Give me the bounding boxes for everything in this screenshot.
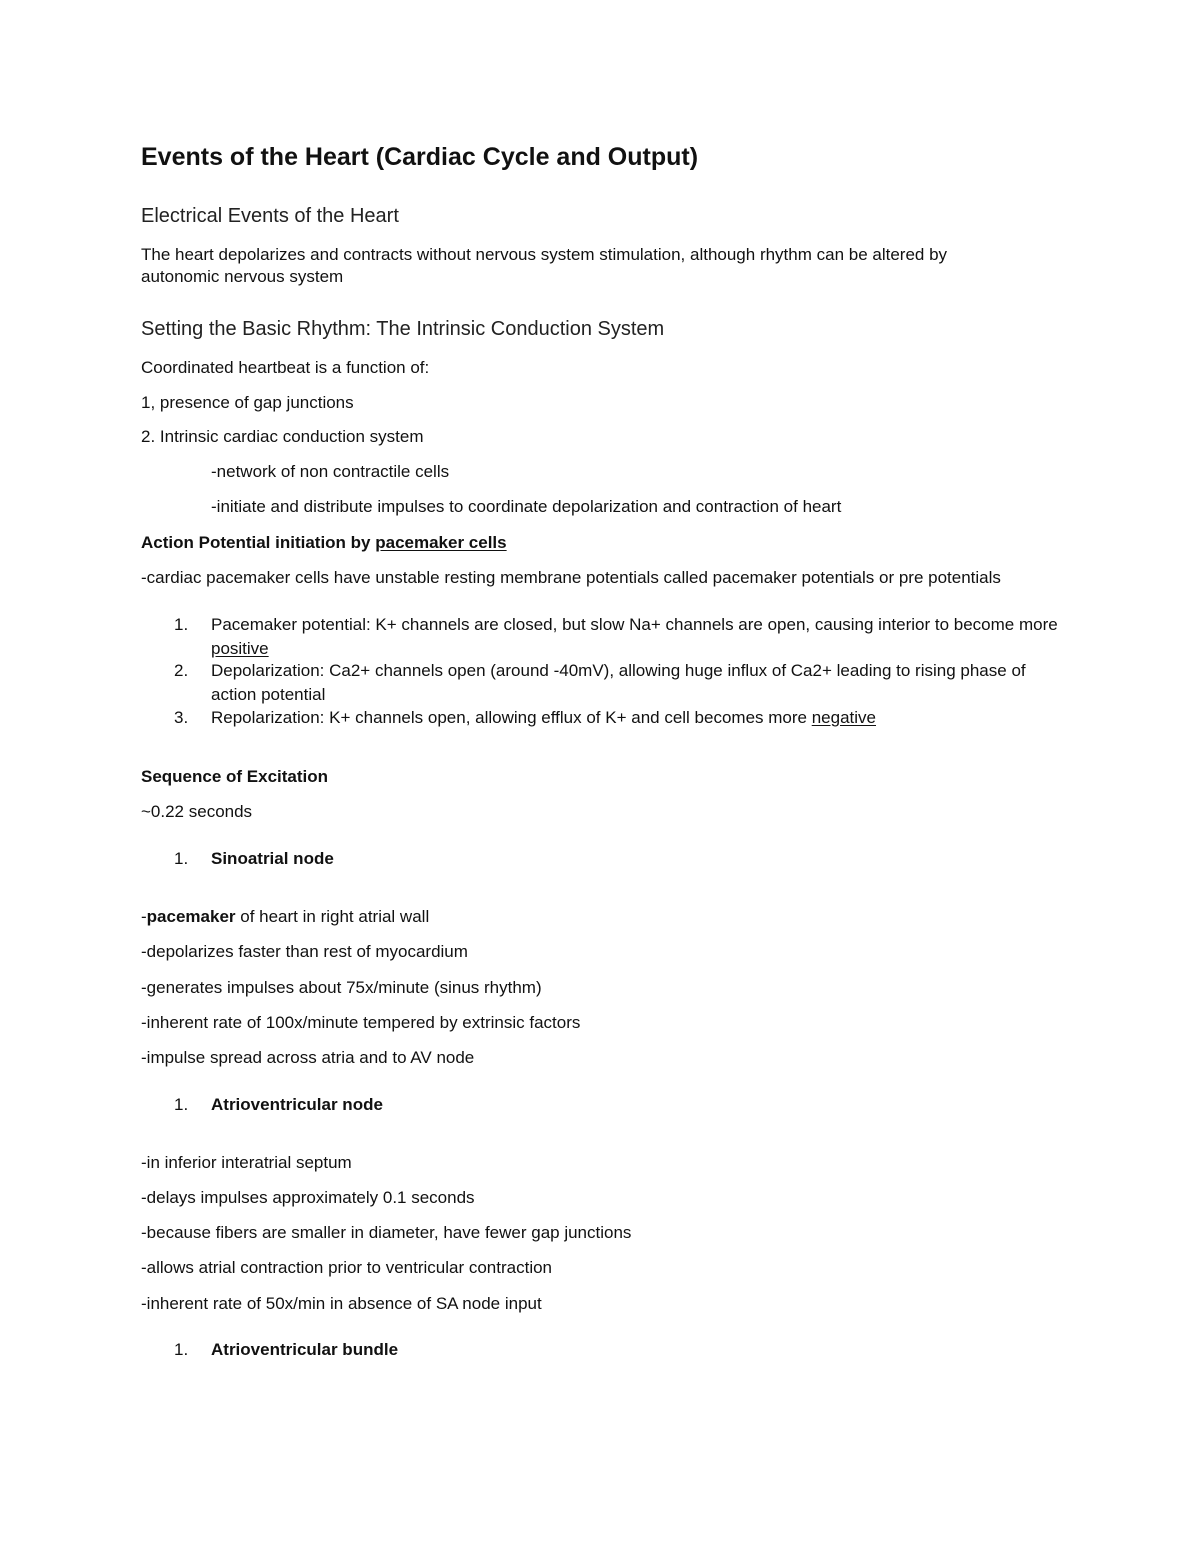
av-node-line-1: -in inferior interatrial septum (141, 1153, 352, 1172)
coordinated-item-2: 2. Intrinsic cardiac conduction system (141, 427, 424, 446)
av-bundle-number: 1. (174, 1340, 189, 1359)
ap-list-number-1: 1. (174, 615, 189, 634)
coordinated-item-1: 1, presence of gap junctions (141, 393, 354, 412)
av-node-number: 1. (174, 1095, 189, 1114)
heading-action-potential-lead: Action Potential initiation by (141, 533, 376, 552)
sequence-time: ~0.22 seconds (141, 802, 253, 821)
av-bundle-heading: Atrioventricular bundle (211, 1340, 399, 1359)
av-node-heading: Atrioventricular node (211, 1095, 383, 1114)
ap-list-item-1-text: Pacemaker potential: K+ channels are closed, but slow Na+ channels are open, causing interior to become more (211, 615, 1058, 634)
heading-action-potential (141, 531, 507, 554)
page-title: Events of the Heart (Cardiac Cycle and Output) (141, 143, 699, 171)
sa-node-line-1-rest: of heart in right atrial wall (235, 907, 430, 926)
ap-list-item-3 (211, 706, 1071, 730)
ap-list-number-3: 3. (174, 708, 189, 727)
ap-list-item-2-text: Depolarization: Ca2+ channels open (around -40mV), allowing huge influx of Ca2+ leading to rising phase of action potential (211, 661, 1026, 704)
coordinated-subitem-1: -network of non contractile cells (211, 462, 450, 481)
paragraph-electrical-line-1: The heart depolarizes and contracts without nervous system stimulation, although rhythm can be altered by (141, 245, 948, 264)
sa-node-line-4: -inherent rate of 100x/minute tempered by extrinsic factors (141, 1013, 581, 1032)
coordinated-subitem-2: -initiate and distribute impulses to coordinate depolarization and contraction of heart (211, 497, 842, 516)
sa-node-line-1-bold: pacemaker (146, 907, 236, 926)
coordinated-intro: Coordinated heartbeat is a function of: (141, 358, 430, 377)
heading-sequence-of-excitation: Sequence of Excitation (141, 767, 329, 786)
ap-list-item-3-underlined: negative (811, 708, 876, 727)
heading-electrical-events: Electrical Events of the Heart (141, 205, 399, 227)
sa-node-line-3: -generates impulses about 75x/minute (sinus rhythm) (141, 978, 542, 997)
paragraph-electrical-line-2: autonomic nervous system (141, 267, 344, 286)
sa-node-line-1-dash: - (141, 907, 147, 926)
ap-list-item-1-underlined: positive (211, 638, 269, 658)
av-node-line-3: -because fibers are smaller in diameter, have fewer gap junctions (141, 1223, 632, 1242)
sa-node-heading: Sinoatrial node (211, 849, 334, 868)
ap-list-item-3-text: Repolarization: K+ channels open, allowing efflux of K+ and cell becomes more (211, 708, 812, 727)
sa-node-line-1 (141, 905, 429, 928)
av-node-line-5: -inherent rate of 50x/min in absence of SA node input (141, 1294, 542, 1313)
ap-list-item-2 (211, 659, 1071, 706)
heading-action-potential-underlined: pacemaker cells (375, 533, 507, 552)
action-potential-intro: -cardiac pacemaker cells have unstable resting membrane potentials called pacemaker potentials or pre potentials (141, 568, 1001, 587)
sa-node-line-2: -depolarizes faster than rest of myocardium (141, 942, 468, 961)
sa-node-line-5: -impulse spread across atria and to AV node (141, 1048, 475, 1067)
sa-node-number: 1. (174, 849, 189, 868)
av-node-line-2: -delays impulses approximately 0.1 seconds (141, 1188, 475, 1207)
heading-basic-rhythm: Setting the Basic Rhythm: The Intrinsic Conduction System (141, 318, 665, 340)
av-node-line-4: -allows atrial contraction prior to ventricular contraction (141, 1258, 553, 1277)
ap-list-number-2: 2. (174, 661, 189, 680)
ap-list-item-1 (211, 613, 1071, 660)
